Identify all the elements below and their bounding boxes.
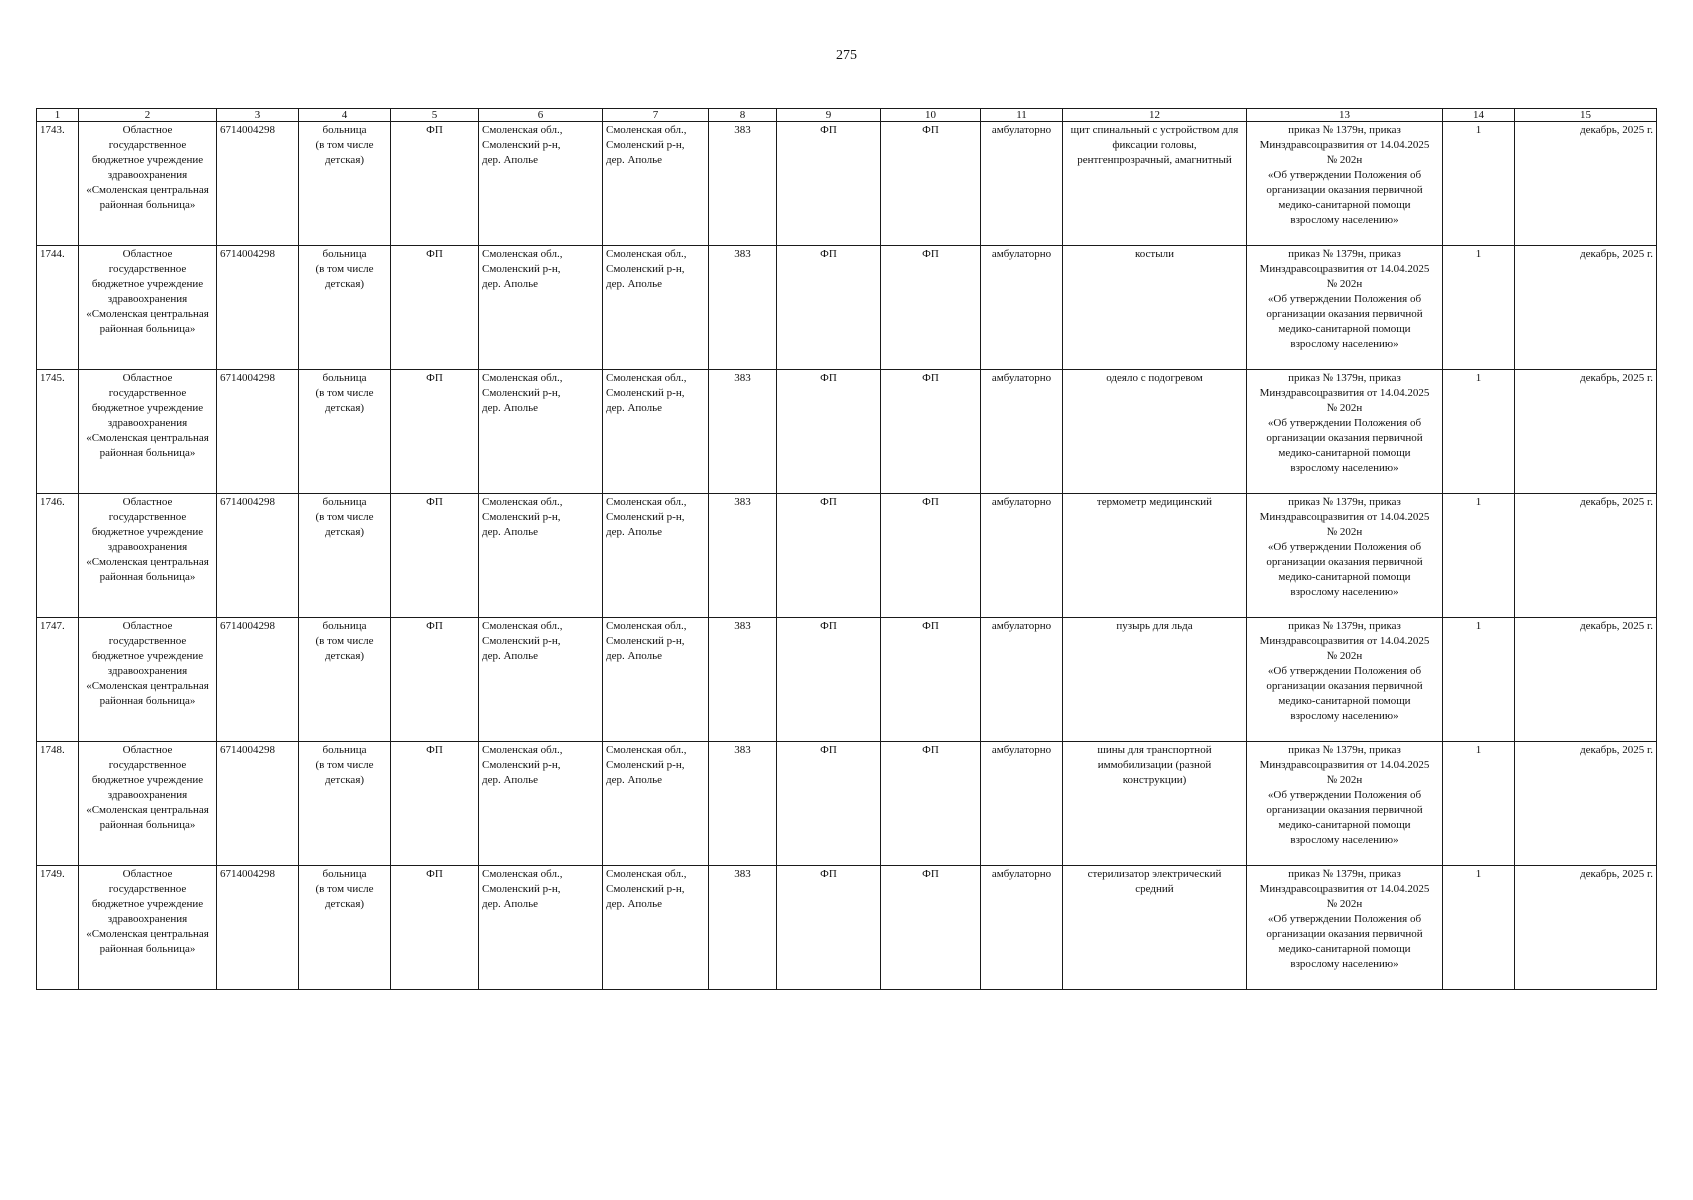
unit-code-9-cell: ФП — [777, 742, 881, 866]
organization-name-cell: Областное государственное бюджетное учреждение здравоохранения «Смоленская центральная районная больница» — [79, 742, 217, 866]
unit-code-10-cell: ФП — [881, 866, 981, 990]
unit-code-10-cell: ФП — [881, 494, 981, 618]
legal-basis-cell: приказ № 1379н, приказ Минздравсоцразвития от 14.04.2025 № 202н «Об утверждении Положения об организации оказания первичной медико-санитарной помощи взрослому населению» — [1247, 122, 1443, 246]
page-number: 275 — [836, 48, 857, 63]
deadline-cell: декабрь, 2025 г. — [1515, 618, 1657, 742]
organization-name-cell: Областное государственное бюджетное учреждение здравоохранения «Смоленская центральная районная больница» — [79, 246, 217, 370]
unit-type-cell: ФП — [391, 618, 479, 742]
inn-code-cell: 6714004298 — [217, 742, 299, 866]
row-number-cell: 1744. — [37, 246, 79, 370]
column-header-1: 1 — [37, 109, 79, 122]
organization-name-cell: Областное государственное бюджетное учреждение здравоохранения «Смоленская центральная районная больница» — [79, 122, 217, 246]
table-row — [37, 370, 1657, 494]
column-header-9: 9 — [777, 109, 881, 122]
code-value-cell: 383 — [709, 742, 777, 866]
care-mode-cell: амбулаторно — [981, 742, 1063, 866]
deadline-cell: декабрь, 2025 г. — [1515, 494, 1657, 618]
column-header-7: 7 — [603, 109, 709, 122]
legal-basis-cell: приказ № 1379н, приказ Минздравсоцразвития от 14.04.2025 № 202н «Об утверждении Положения об организации оказания первичной медико-санитарной помощи взрослому населению» — [1247, 370, 1443, 494]
care-mode-cell: амбулаторно — [981, 618, 1063, 742]
quantity-cell: 1 — [1443, 742, 1515, 866]
unit-code-10-cell: ФП — [881, 122, 981, 246]
unit-code-9-cell: ФП — [777, 246, 881, 370]
code-value-cell: 383 — [709, 618, 777, 742]
inn-code-cell: 6714004298 — [217, 494, 299, 618]
facility-type-cell: больница (в том числе детская) — [299, 618, 391, 742]
address-secondary-cell: Смоленская обл., Смоленский р-н, дер. Аполье — [603, 122, 709, 246]
address-secondary-cell: Смоленская обл., Смоленский р-н, дер. Аполье — [603, 370, 709, 494]
row-number-cell: 1747. — [37, 618, 79, 742]
unit-type-cell: ФП — [391, 494, 479, 618]
care-mode-cell: амбулаторно — [981, 122, 1063, 246]
address-primary-cell: Смоленская обл., Смоленский р-н, дер. Аполье — [479, 866, 603, 990]
unit-code-9-cell: ФП — [777, 866, 881, 990]
quantity-cell: 1 — [1443, 246, 1515, 370]
table-header — [37, 109, 1657, 122]
unit-code-9-cell: ФП — [777, 618, 881, 742]
address-primary-cell: Смоленская обл., Смоленский р-н, дер. Аполье — [479, 122, 603, 246]
quantity-cell: 1 — [1443, 370, 1515, 494]
deadline-cell: декабрь, 2025 г. — [1515, 122, 1657, 246]
care-mode-cell: амбулаторно — [981, 246, 1063, 370]
address-primary-cell: Смоленская обл., Смоленский р-н, дер. Аполье — [479, 246, 603, 370]
code-value-cell: 383 — [709, 370, 777, 494]
quantity-cell: 1 — [1443, 122, 1515, 246]
organization-name-cell: Областное государственное бюджетное учреждение здравоохранения «Смоленская центральная районная больница» — [79, 370, 217, 494]
address-primary-cell: Смоленская обл., Смоленский р-н, дер. Аполье — [479, 370, 603, 494]
table-row — [37, 618, 1657, 742]
unit-code-9-cell: ФП — [777, 370, 881, 494]
deadline-cell: декабрь, 2025 г. — [1515, 246, 1657, 370]
column-header-14: 14 — [1443, 109, 1515, 122]
column-header-8: 8 — [709, 109, 777, 122]
column-header-3: 3 — [217, 109, 299, 122]
registry-table — [36, 108, 1657, 990]
organization-name-cell: Областное государственное бюджетное учреждение здравоохранения «Смоленская центральная районная больница» — [79, 618, 217, 742]
care-mode-cell: амбулаторно — [981, 370, 1063, 494]
equipment-item-cell: термометр медицинский — [1063, 494, 1247, 618]
care-mode-cell: амбулаторно — [981, 494, 1063, 618]
column-header-13: 13 — [1247, 109, 1443, 122]
unit-code-10-cell: ФП — [881, 742, 981, 866]
deadline-cell: декабрь, 2025 г. — [1515, 866, 1657, 990]
unit-code-10-cell: ФП — [881, 618, 981, 742]
table-row — [37, 494, 1657, 618]
table-row — [37, 742, 1657, 866]
address-secondary-cell: Смоленская обл., Смоленский р-н, дер. Аполье — [603, 494, 709, 618]
inn-code-cell: 6714004298 — [217, 866, 299, 990]
organization-name-cell: Областное государственное бюджетное учреждение здравоохранения «Смоленская центральная районная больница» — [79, 494, 217, 618]
column-header-6: 6 — [479, 109, 603, 122]
address-secondary-cell: Смоленская обл., Смоленский р-н, дер. Аполье — [603, 618, 709, 742]
unit-code-9-cell: ФП — [777, 494, 881, 618]
row-number-cell: 1748. — [37, 742, 79, 866]
code-value-cell: 383 — [709, 494, 777, 618]
inn-code-cell: 6714004298 — [217, 122, 299, 246]
code-value-cell: 383 — [709, 122, 777, 246]
column-header-4: 4 — [299, 109, 391, 122]
facility-type-cell: больница (в том числе детская) — [299, 494, 391, 618]
unit-type-cell: ФП — [391, 370, 479, 494]
equipment-item-cell: стерилизатор электрический средний — [1063, 866, 1247, 990]
legal-basis-cell: приказ № 1379н, приказ Минздравсоцразвития от 14.04.2025 № 202н «Об утверждении Положения об организации оказания первичной медико-санитарной помощи взрослому населению» — [1247, 866, 1443, 990]
equipment-item-cell: костыли — [1063, 246, 1247, 370]
deadline-cell: декабрь, 2025 г. — [1515, 742, 1657, 866]
address-secondary-cell: Смоленская обл., Смоленский р-н, дер. Аполье — [603, 866, 709, 990]
column-header-10: 10 — [881, 109, 981, 122]
header-row — [37, 109, 1657, 122]
table-body — [37, 122, 1657, 990]
equipment-item-cell: одеяло с подогревом — [1063, 370, 1247, 494]
facility-type-cell: больница (в том числе детская) — [299, 742, 391, 866]
equipment-item-cell: шины для транспортной иммобилизации (разной конструкции) — [1063, 742, 1247, 866]
facility-type-cell: больница (в том числе детская) — [299, 866, 391, 990]
column-header-15: 15 — [1515, 109, 1657, 122]
unit-code-10-cell: ФП — [881, 370, 981, 494]
address-primary-cell: Смоленская обл., Смоленский р-н, дер. Аполье — [479, 494, 603, 618]
facility-type-cell: больница (в том числе детская) — [299, 122, 391, 246]
address-secondary-cell: Смоленская обл., Смоленский р-н, дер. Аполье — [603, 246, 709, 370]
table-row — [37, 122, 1657, 246]
inn-code-cell: 6714004298 — [217, 370, 299, 494]
unit-type-cell: ФП — [391, 866, 479, 990]
table-row — [37, 866, 1657, 990]
inn-code-cell: 6714004298 — [217, 618, 299, 742]
unit-code-10-cell: ФП — [881, 246, 981, 370]
equipment-item-cell: пузырь для льда — [1063, 618, 1247, 742]
equipment-item-cell: щит спинальный с устройством для фиксации головы, рентгенпрозрачный, амагнитный — [1063, 122, 1247, 246]
quantity-cell: 1 — [1443, 866, 1515, 990]
inn-code-cell: 6714004298 — [217, 246, 299, 370]
row-number-cell: 1746. — [37, 494, 79, 618]
legal-basis-cell: приказ № 1379н, приказ Минздравсоцразвития от 14.04.2025 № 202н «Об утверждении Положения об организации оказания первичной медико-санитарной помощи взрослому населению» — [1247, 618, 1443, 742]
column-header-12: 12 — [1063, 109, 1247, 122]
code-value-cell: 383 — [709, 246, 777, 370]
unit-type-cell: ФП — [391, 246, 479, 370]
table-row — [37, 246, 1657, 370]
unit-type-cell: ФП — [391, 742, 479, 866]
column-header-11: 11 — [981, 109, 1063, 122]
legal-basis-cell: приказ № 1379н, приказ Минздравсоцразвития от 14.04.2025 № 202н «Об утверждении Положения об организации оказания первичной медико-санитарной помощи взрослому населению» — [1247, 246, 1443, 370]
quantity-cell: 1 — [1443, 494, 1515, 618]
code-value-cell: 383 — [709, 866, 777, 990]
unit-code-9-cell: ФП — [777, 122, 881, 246]
facility-type-cell: больница (в том числе детская) — [299, 246, 391, 370]
column-header-5: 5 — [391, 109, 479, 122]
unit-type-cell: ФП — [391, 122, 479, 246]
row-number-cell: 1743. — [37, 122, 79, 246]
deadline-cell: декабрь, 2025 г. — [1515, 370, 1657, 494]
organization-name-cell: Областное государственное бюджетное учреждение здравоохранения «Смоленская центральная районная больница» — [79, 866, 217, 990]
address-secondary-cell: Смоленская обл., Смоленский р-н, дер. Аполье — [603, 742, 709, 866]
column-header-2: 2 — [79, 109, 217, 122]
address-primary-cell: Смоленская обл., Смоленский р-н, дер. Аполье — [479, 618, 603, 742]
row-number-cell: 1745. — [37, 370, 79, 494]
legal-basis-cell: приказ № 1379н, приказ Минздравсоцразвития от 14.04.2025 № 202н «Об утверждении Положения об организации оказания первичной медико-санитарной помощи взрослому населению» — [1247, 742, 1443, 866]
legal-basis-cell: приказ № 1379н, приказ Минздравсоцразвития от 14.04.2025 № 202н «Об утверждении Положения об организации оказания первичной медико-санитарной помощи взрослому населению» — [1247, 494, 1443, 618]
address-primary-cell: Смоленская обл., Смоленский р-н, дер. Аполье — [479, 742, 603, 866]
quantity-cell: 1 — [1443, 618, 1515, 742]
row-number-cell: 1749. — [37, 866, 79, 990]
care-mode-cell: амбулаторно — [981, 866, 1063, 990]
facility-type-cell: больница (в том числе детская) — [299, 370, 391, 494]
